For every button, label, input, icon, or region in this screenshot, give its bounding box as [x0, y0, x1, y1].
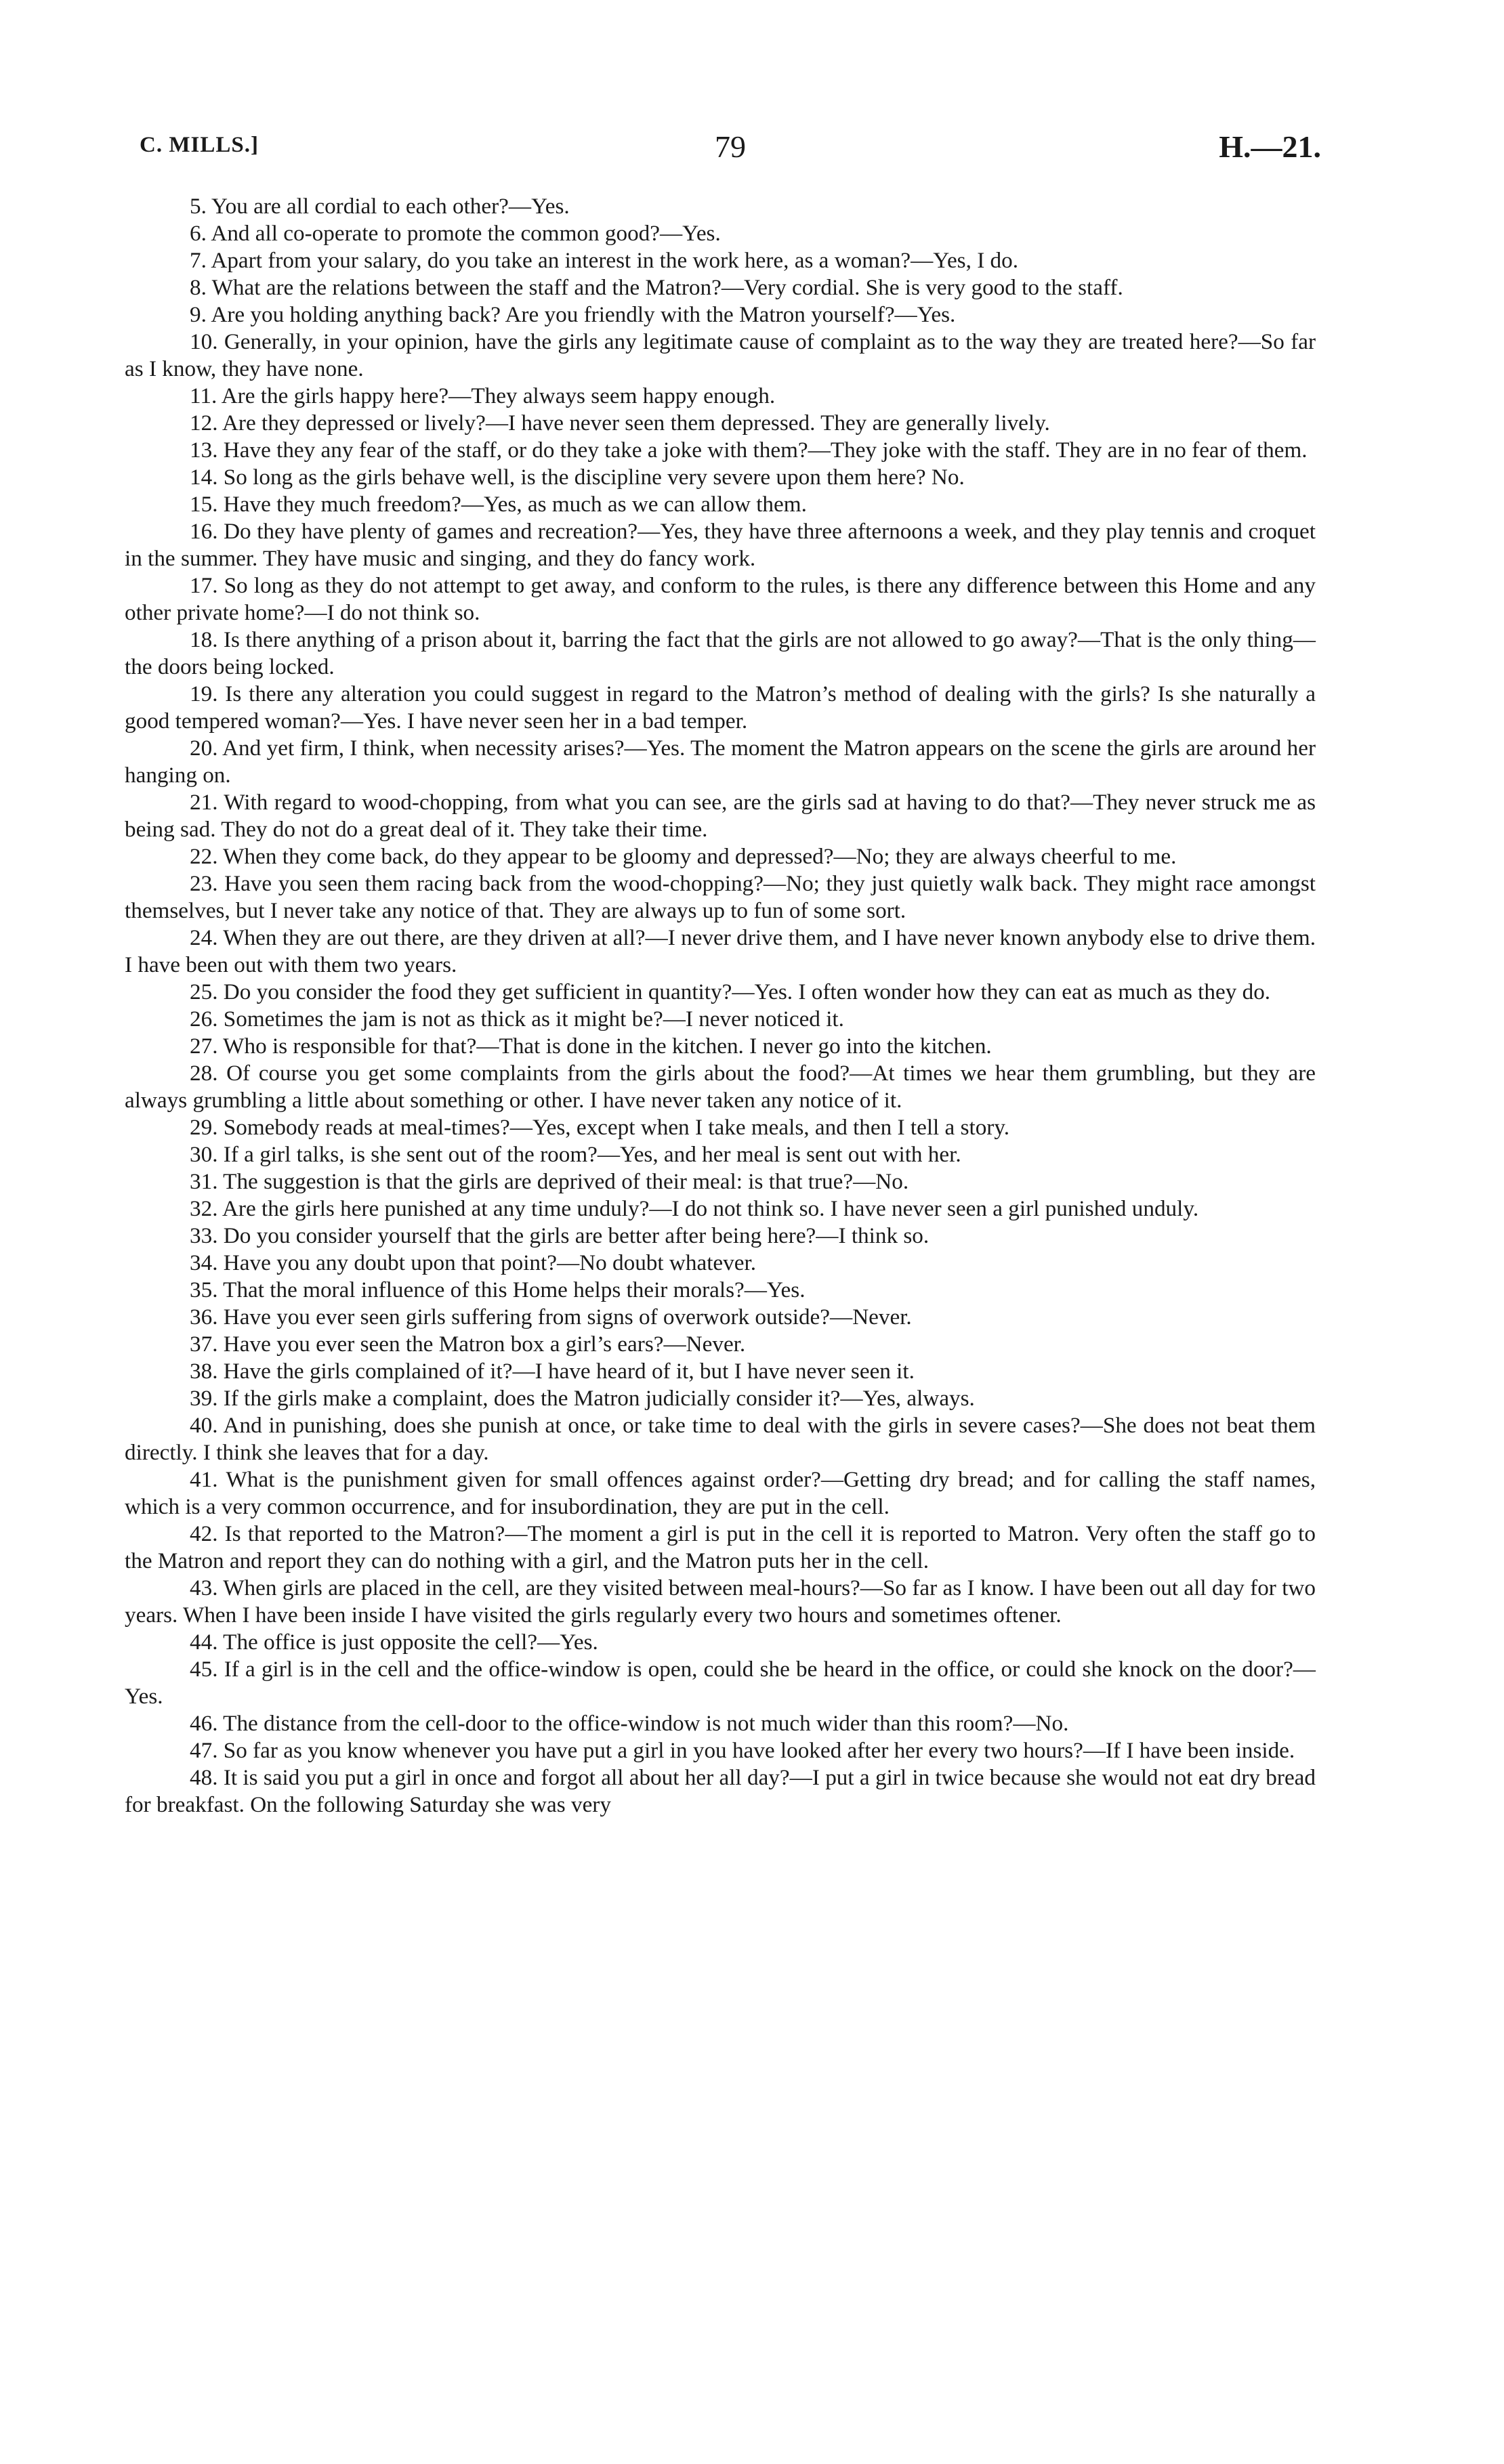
- question-answer: 18. Is there anything of a prison about it, barring the fact that the girls are not allowed to go away?—That is the only thing—the doors being locked.: [125, 627, 1316, 679]
- paper-reference: H.—21.: [1219, 129, 1321, 164]
- question-answer: 11. Are the girls happy here?—They always seem happy enough.: [190, 383, 776, 408]
- question-answer: 23. Have you seen them racing back from the wood-chopping?—No; they just quietly walk back. They might race amongst themselves, but I never take any notice of that. They are always up to fun of some sort.: [125, 871, 1316, 923]
- question-answer: 24. When they are out there, are they driven at all?—I never drive them, and I have never known anybody else to drive them. I have been out with them two years.: [125, 925, 1316, 977]
- question-answer: 36. Have you ever seen girls suffering from signs of overwork outside?—Never.: [190, 1304, 912, 1330]
- running-header: [140, 129, 1321, 171]
- question-answer: 25. Do you consider the food they get sufficient in quantity?—Yes. I often wonder how they can eat as much as they do.: [190, 979, 1271, 1004]
- question-answer: 34. Have you any doubt upon that point?—No doubt whatever.: [190, 1250, 756, 1275]
- question-answer: 42. Is that reported to the Matron?—The moment a girl is put in the cell it is reported to Matron. Very often the staff go to the Matron and report they can do nothing with a girl, and the Matron puts her in the cell.: [125, 1521, 1316, 1573]
- question-answer: 9. Are you holding anything back? Are you friendly with the Matron yourself?—Yes.: [190, 302, 956, 327]
- question-answer: 31. The suggestion is that the girls are deprived of their meal: is that true?—No.: [190, 1169, 909, 1194]
- question-answer: 43. When girls are placed in the cell, are they visited between meal-hours?—So far as I know. I have been out all day for two years. When I have been inside I have visited the girls regularly every two hours and sometimes oftener.: [125, 1575, 1316, 1628]
- question-answer: 5. You are all cordial to each other?—Yes.: [190, 194, 570, 219]
- question-answer: 27. Who is responsible for that?—That is done in the kitchen. I never go into the kitchen.: [190, 1034, 992, 1059]
- question-answer: 45. If a girl is in the cell and the office-window is open, could she be heard in the office, or could she knock on the door?—Yes.: [125, 1657, 1316, 1709]
- question-answer: 8. What are the relations between the staff and the Matron?—Very cordial. She is very good to the staff.: [190, 275, 1123, 300]
- question-answer: 28. Of course you get some complaints from the girls about the food?—At times we hear them grumbling, but they are always grumbling a little about something or other. I have never taken any notice of it.: [125, 1061, 1316, 1113]
- question-answer: 33. Do you consider yourself that the girls are better after being here?—I think so.: [190, 1223, 929, 1248]
- question-answer: 13. Have they any fear of the staff, or do they take a joke with them?—They joke with the staff. They are in no fear of them.: [190, 438, 1308, 463]
- question-answer: 10. Generally, in your opinion, have the girls any legitimate cause of complaint as to the way they are treated here?—So far as I know, they have none.: [125, 329, 1316, 381]
- question-answer: 15. Have they much freedom?—Yes, as much as we can allow them.: [190, 492, 807, 517]
- question-answer: 19. Is there any alteration you could suggest in regard to the Matron’s method of dealing with the girls? Is she naturally a good tempered woman?—Yes. I have never seen her in a bad temper.: [125, 681, 1316, 734]
- question-answer: 47. So far as you know whenever you have put a girl in you have looked after her every two hours?—If I have been inside.: [190, 1738, 1295, 1763]
- question-answer: 41. What is the punishment given for small offences against order?—Getting dry bread; and for calling the staff names, which is a very common occurrence, and for insubordination, they are put in the cell.: [125, 1467, 1316, 1519]
- question-answer: 44. The office is just opposite the cell?—Yes.: [190, 1630, 598, 1655]
- question-answer: 16. Do they have plenty of games and recreation?—Yes, they have three afternoons a week, and they play tennis and croquet in the summer. They have music and singing, and they do fancy work.: [125, 519, 1316, 571]
- question-answer: 40. And in punishing, does she punish at once, or take time to deal with the girls in severe cases?—She does not beat them directly. I think she leaves that for a day.: [125, 1413, 1316, 1465]
- question-answer: 37. Have you ever seen the Matron box a girl’s ears?—Never.: [190, 1332, 746, 1357]
- question-answer: 32. Are the girls here punished at any time unduly?—I do not think so. I have never seen a girl punished unduly.: [190, 1196, 1199, 1221]
- testimony-body: [125, 193, 1316, 1819]
- question-answer: 12. Are they depressed or lively?—I have never seen them depressed. They are generally lively.: [190, 410, 1050, 436]
- question-answer: 26. Sometimes the jam is not as thick as it might be?—I never noticed it.: [190, 1006, 844, 1032]
- question-answer: 38. Have the girls complained of it?—I have heard of it, but I have never seen it.: [190, 1359, 915, 1384]
- question-answer: 6. And all co-operate to promote the common good?—Yes.: [190, 221, 721, 246]
- question-answer: 22. When they come back, do they appear to be gloomy and depressed?—No; they are always cheerful to me.: [190, 844, 1177, 869]
- question-answer: 21. With regard to wood-chopping, from what you can see, are the girls sad at having to do that?—They never struck me as being sad. They do not do a great deal of it. They take their time.: [125, 790, 1316, 842]
- question-answer: 7. Apart from your salary, do you take an interest in the work here, as a woman?—Yes, I do.: [190, 248, 1019, 273]
- question-answer: 14. So long as the girls behave well, is the discipline very severe upon them here? No.: [190, 465, 965, 490]
- header-witness-name: C. MILLS.]: [140, 133, 259, 157]
- question-answer: 20. And yet firm, I think, when necessity arises?—Yes. The moment the Matron appears on the scene the girls are around her hanging on.: [125, 736, 1316, 788]
- question-answer: 48. It is said you put a girl in once and forgot all about her all day?—I put a girl in twice because she would not eat dry bread for breakfast. On the following Saturday she was very: [125, 1765, 1316, 1817]
- question-answer: 17. So long as they do not attempt to get away, and conform to the rules, is there any difference between this Home and any other private home?—I do not think so.: [125, 573, 1316, 625]
- question-answer: 39. If the girls make a complaint, does the Matron judicially consider it?—Yes, always.: [190, 1386, 975, 1411]
- question-answer: 30. If a girl talks, is she sent out of the room?—Yes, and her meal is sent out with her.: [190, 1142, 961, 1167]
- question-answer: 46. The distance from the cell-door to the office-window is not much wider than this room?—No.: [190, 1711, 1069, 1736]
- page-number: 79: [715, 129, 746, 164]
- question-answer: 35. That the moral influence of this Home helps their morals?—Yes.: [190, 1277, 806, 1302]
- question-answer: 29. Somebody reads at meal-times?—Yes, except when I take meals, and then I tell a story.: [190, 1115, 1010, 1140]
